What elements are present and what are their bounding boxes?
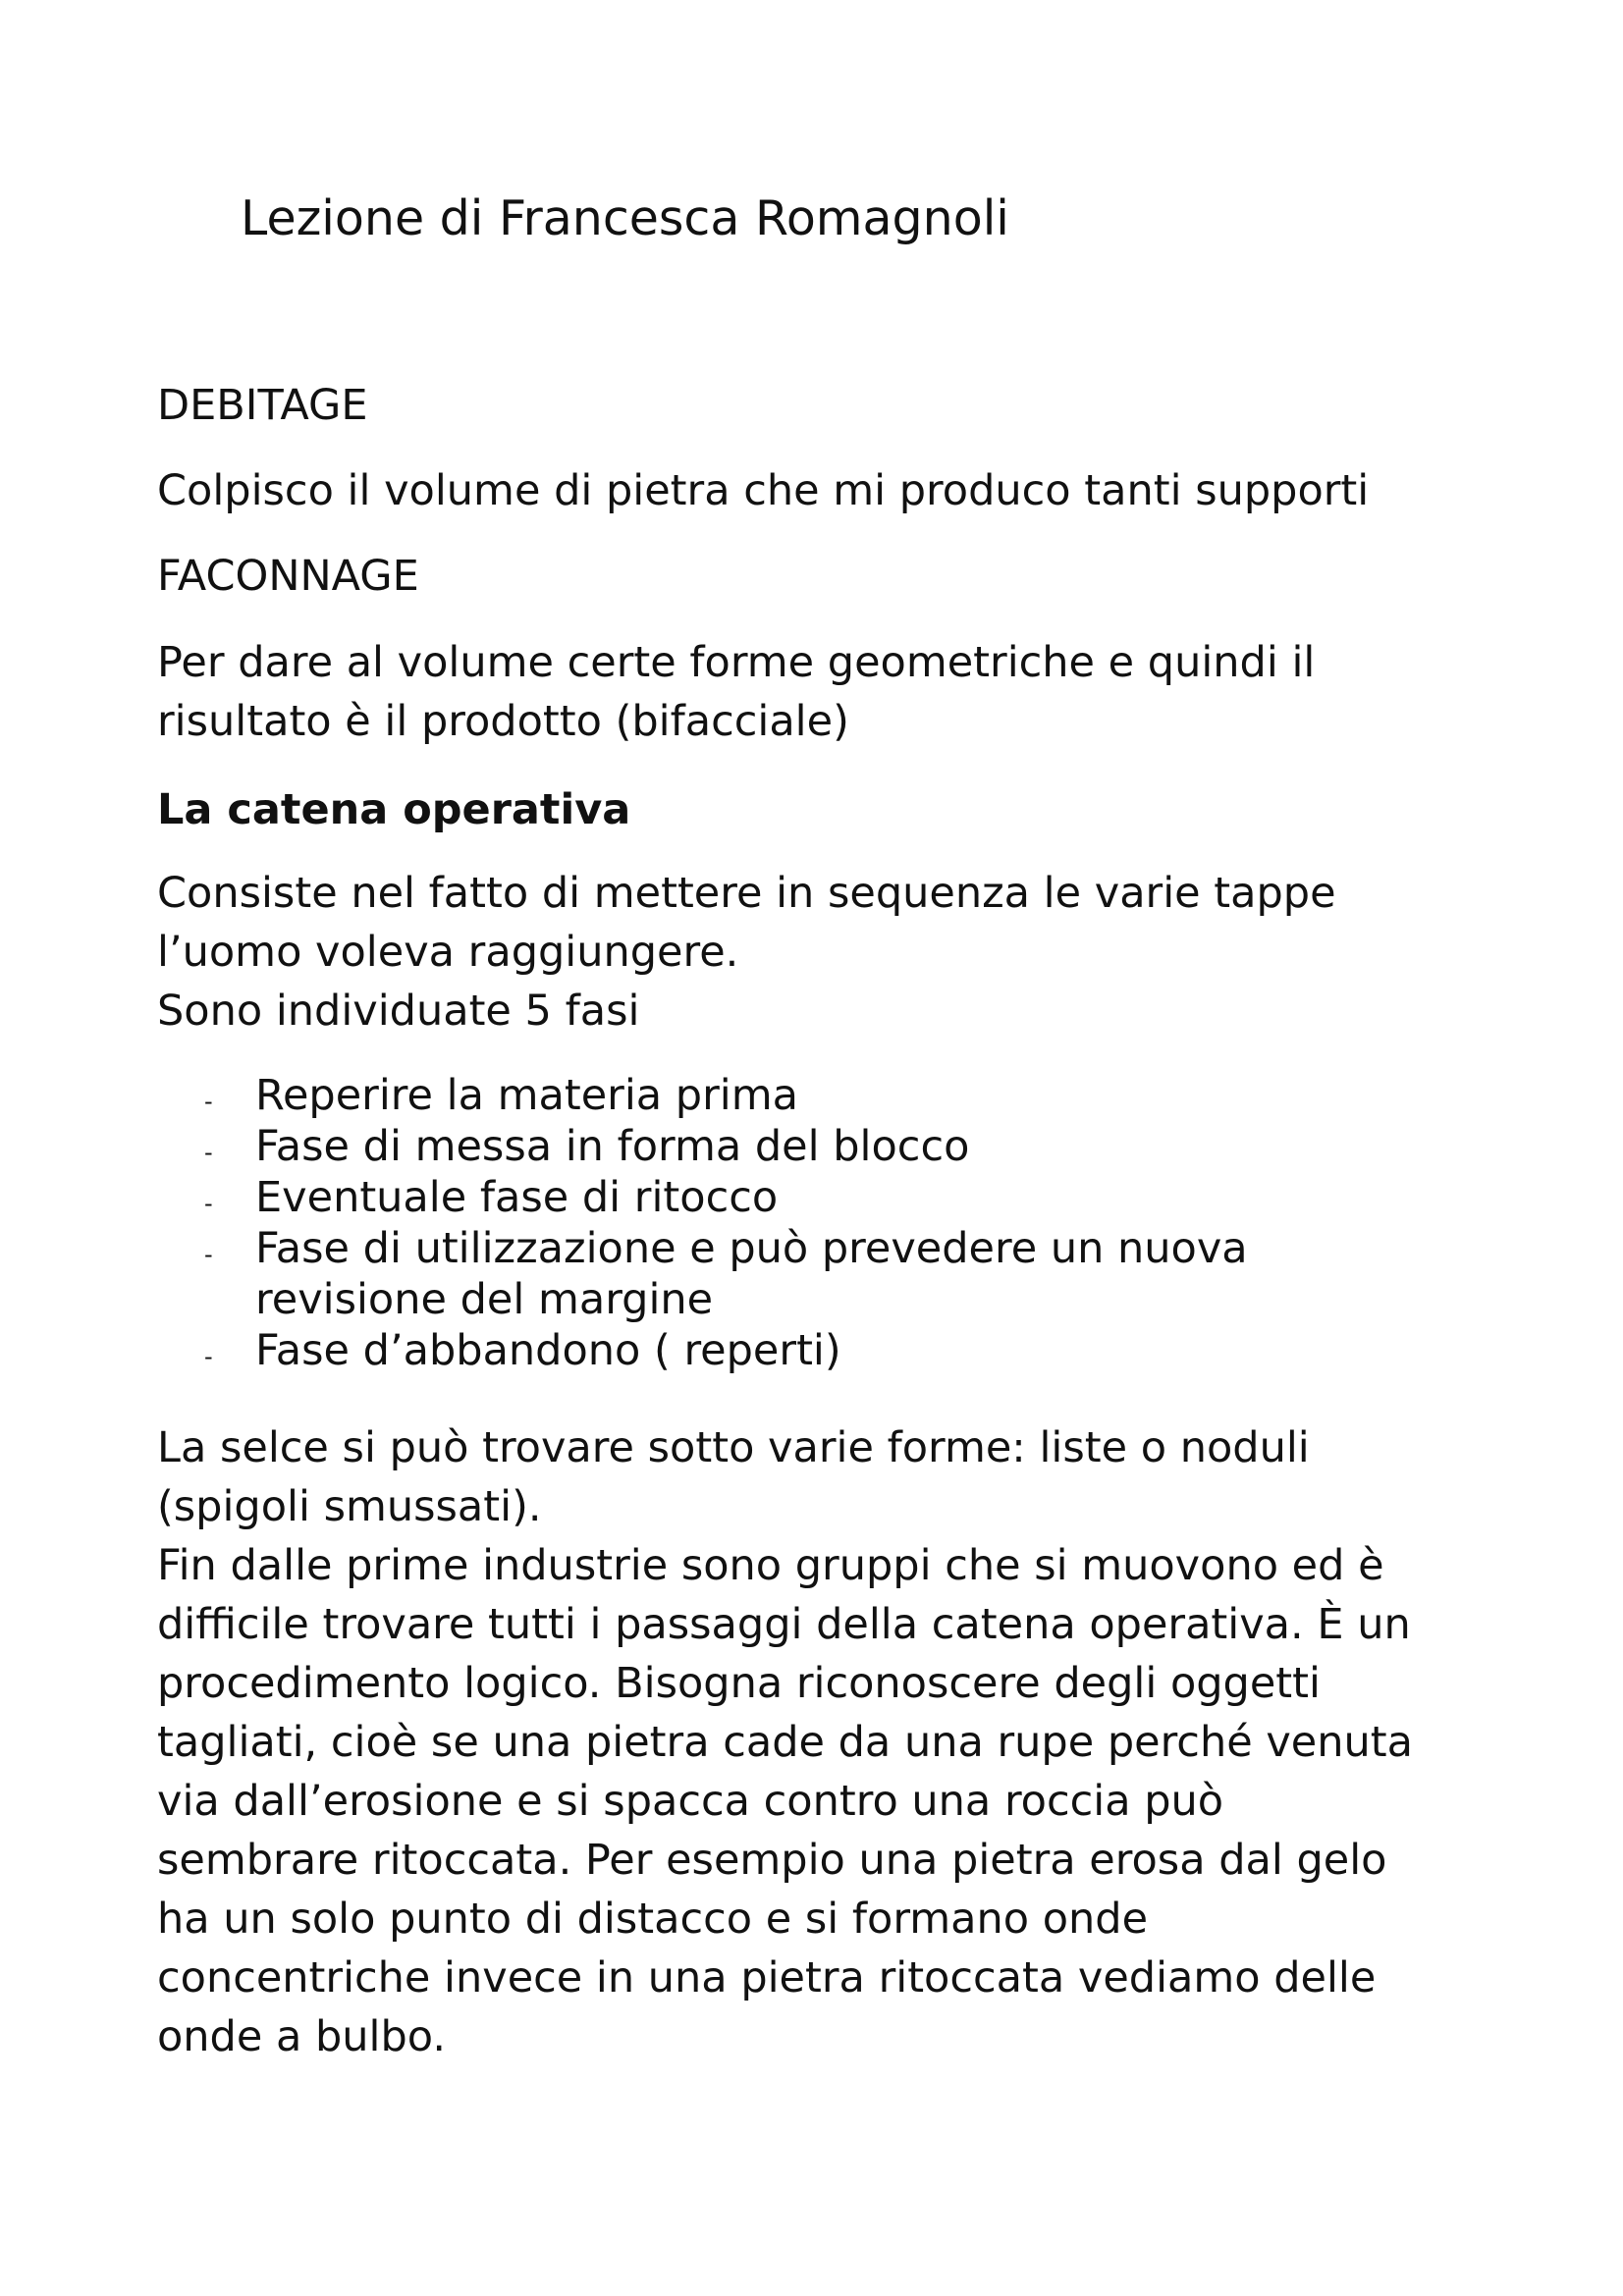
selce-line: (spigoli smussati).: [157, 1482, 542, 1531]
selce-line: difficile trovare tutti i passaggi della catena operativa. È un: [157, 1600, 1411, 1649]
selce-line: via dall’erosione e si spacca contro una roccia può: [157, 1777, 1224, 1826]
selce-line: Fin dalle prime industrie sono gruppi che si muovono ed è: [157, 1541, 1384, 1590]
list-item: [157, 1223, 1473, 1325]
catena-paragraph: [157, 864, 1473, 1041]
catena-line: l’uomo voleva raggiungere.: [157, 928, 739, 977]
selce-line: procedimento logico. Bisogna riconoscere degli oggetti: [157, 1659, 1321, 1708]
faconnage-line: Per dare al volume certe forme geometriche e quindi il: [157, 638, 1316, 687]
list-item: [157, 1070, 1473, 1121]
phase-text: Eventuale fase di ritocco: [255, 1173, 779, 1222]
selce-line: onde a bulbo.: [157, 2012, 447, 2061]
page-title: Lezione di Francesca Romagnoli: [241, 190, 1009, 246]
phase-text: Fase d’abbandono ( reperti): [255, 1326, 841, 1375]
bullet-dash: -: [204, 1343, 213, 1370]
faconnage-heading: FACONNAGE: [157, 552, 419, 601]
list-item: [157, 1121, 1473, 1172]
bullet-dash: -: [204, 1241, 213, 1268]
debitage-heading: DEBITAGE: [157, 381, 368, 430]
list-item: [157, 1172, 1473, 1223]
bullet-dash: -: [204, 1190, 213, 1217]
list-item: [157, 1325, 1473, 1376]
selce-line: tagliati, cioè se una pietra cade da una rupe perché venuta: [157, 1718, 1413, 1767]
bullet-dash: -: [204, 1088, 213, 1115]
faconnage-line: risultato è il prodotto (bifacciale): [157, 697, 849, 746]
selce-paragraph: [157, 1418, 1473, 2066]
phase-text: Reperire la materia prima: [255, 1071, 798, 1120]
selce-line: ha un solo punto di distacco e si formano onde: [157, 1895, 1149, 1944]
selce-line: sembrare ritoccata. Per esempio una pietra erosa dal gelo: [157, 1836, 1387, 1885]
selce-line: La selce si può trovare sotto varie forme: liste o noduli: [157, 1423, 1310, 1472]
faconnage-paragraph: [157, 633, 1473, 751]
catena-line: Consiste nel fatto di mettere in sequenza le varie tappe: [157, 869, 1336, 918]
selce-line: concentriche invece in una pietra ritoccata vediamo delle: [157, 1953, 1377, 2002]
phase-text: Fase di utilizzazione e può prevedere un nuova: [255, 1224, 1248, 1273]
phase-text-continued: revisione del margine: [255, 1275, 714, 1324]
catena-heading: La catena operativa: [157, 785, 631, 834]
bullet-dash: -: [204, 1139, 213, 1166]
catena-line: Sono individuate 5 fasi: [157, 987, 640, 1036]
debitage-text: Colpisco il volume di pietra che mi produco tanti supporti: [157, 466, 1370, 515]
phase-text: Fase di messa in forma del blocco: [255, 1122, 970, 1171]
phases-list: [157, 1070, 1473, 1376]
